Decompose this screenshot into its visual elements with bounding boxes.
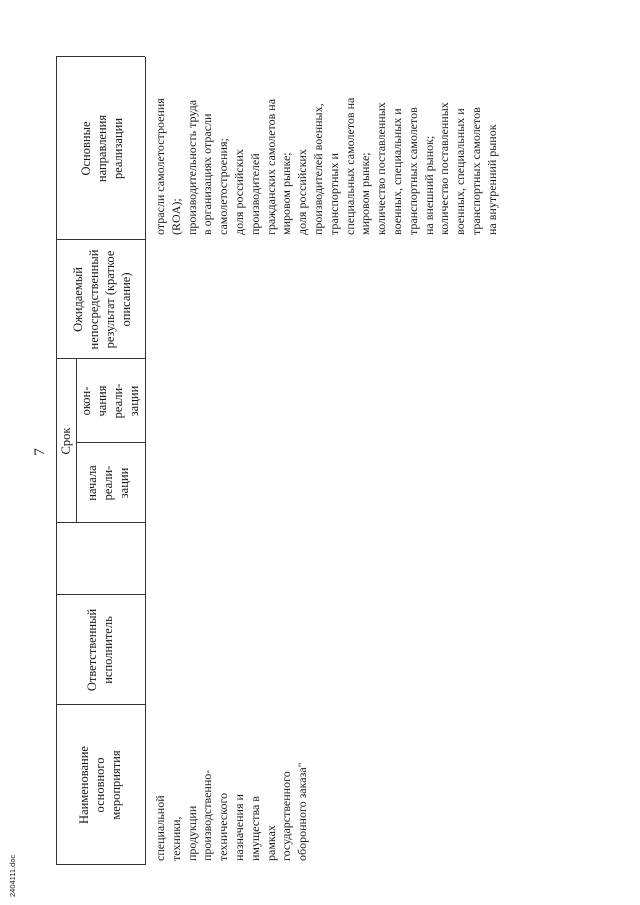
header-line: реали- <box>111 383 125 419</box>
cell-line: отрасли самолетостроения <box>153 98 167 235</box>
cell-line: специальных самолетов на <box>342 97 357 235</box>
cell-line: количество поставленных <box>437 102 452 235</box>
header-term: Срок <box>59 427 73 455</box>
cell-line: военных, специальных и <box>453 108 468 235</box>
header-line: реализации <box>111 117 125 180</box>
header-line: Основные <box>79 121 93 176</box>
cell-line: самолетостроения; <box>216 138 231 235</box>
header-line: Наименование <box>77 746 91 824</box>
cell-line: производителей <box>247 153 262 235</box>
header-line: зации <box>117 467 131 499</box>
cell-line: доля российских <box>231 149 246 235</box>
header-line: зации <box>127 385 141 417</box>
header-expected-result <box>70 240 134 359</box>
header-line: чания <box>95 385 109 417</box>
header-term-start <box>84 443 132 523</box>
header-line: непосредственный <box>87 249 101 350</box>
cell-line: военных, специальных и <box>389 108 404 235</box>
cell-line: специальной <box>153 795 167 861</box>
cell-line: производительность труда <box>184 99 199 235</box>
cell-line: техники, <box>168 816 183 861</box>
cell-line: оборонного заказа" <box>295 762 310 861</box>
cell-line: гражданских самолетов на <box>263 98 278 235</box>
cell-line: транспортных самолетов <box>468 107 483 235</box>
cell-line: государственного <box>279 771 294 861</box>
header-directions <box>78 57 126 240</box>
header-line: исполнитель <box>101 616 115 684</box>
cell-line: на внешний рынок; <box>421 135 436 235</box>
cell-line: технического <box>216 792 231 861</box>
header-line: Ответственный <box>85 608 99 692</box>
header-line: Ожидаемый <box>71 267 85 332</box>
cell-line: рамках <box>263 825 278 861</box>
cell-line: доля российских <box>295 149 310 235</box>
cell-line: мировом рынке; <box>358 152 373 235</box>
header-responsible <box>84 595 116 705</box>
cell-line: транспортных самолетов <box>405 107 420 235</box>
document-filename: 2404111.doc <box>8 854 17 897</box>
row-indicators-link <box>153 98 501 235</box>
cell-line: производителей военных, <box>310 103 325 235</box>
cell-line: транспортных и <box>326 153 341 235</box>
header-line: реали- <box>101 465 115 501</box>
page-number: 7 <box>32 448 48 456</box>
cell-line: продукции <box>184 805 199 861</box>
term-subheader-border <box>76 359 77 523</box>
cell-line: имущества в <box>247 796 262 861</box>
header-line: направления <box>95 114 109 183</box>
cell-line: назначения и <box>231 794 246 861</box>
cell-line: на внутренний рынок <box>484 124 499 235</box>
row-activity-name <box>153 762 311 861</box>
cell-line: в организациях отрасли <box>200 113 215 235</box>
cell-line: (ROA); <box>168 198 183 235</box>
header-top-border <box>56 57 57 865</box>
header-line: окон- <box>79 386 93 416</box>
header-bottom-border <box>145 57 146 865</box>
cell-line: мировом рынке; <box>279 152 294 235</box>
header-term-end <box>78 359 142 443</box>
header-activity-name <box>76 705 124 865</box>
header-line: описание) <box>119 272 133 327</box>
header-line: мероприятия <box>109 750 123 820</box>
header-line: результат (краткое <box>103 250 117 349</box>
cell-line: количество поставленных <box>374 102 389 235</box>
header-line: начала <box>85 465 99 501</box>
cell-line: производственно- <box>200 769 215 861</box>
header-line: основного <box>93 757 107 813</box>
